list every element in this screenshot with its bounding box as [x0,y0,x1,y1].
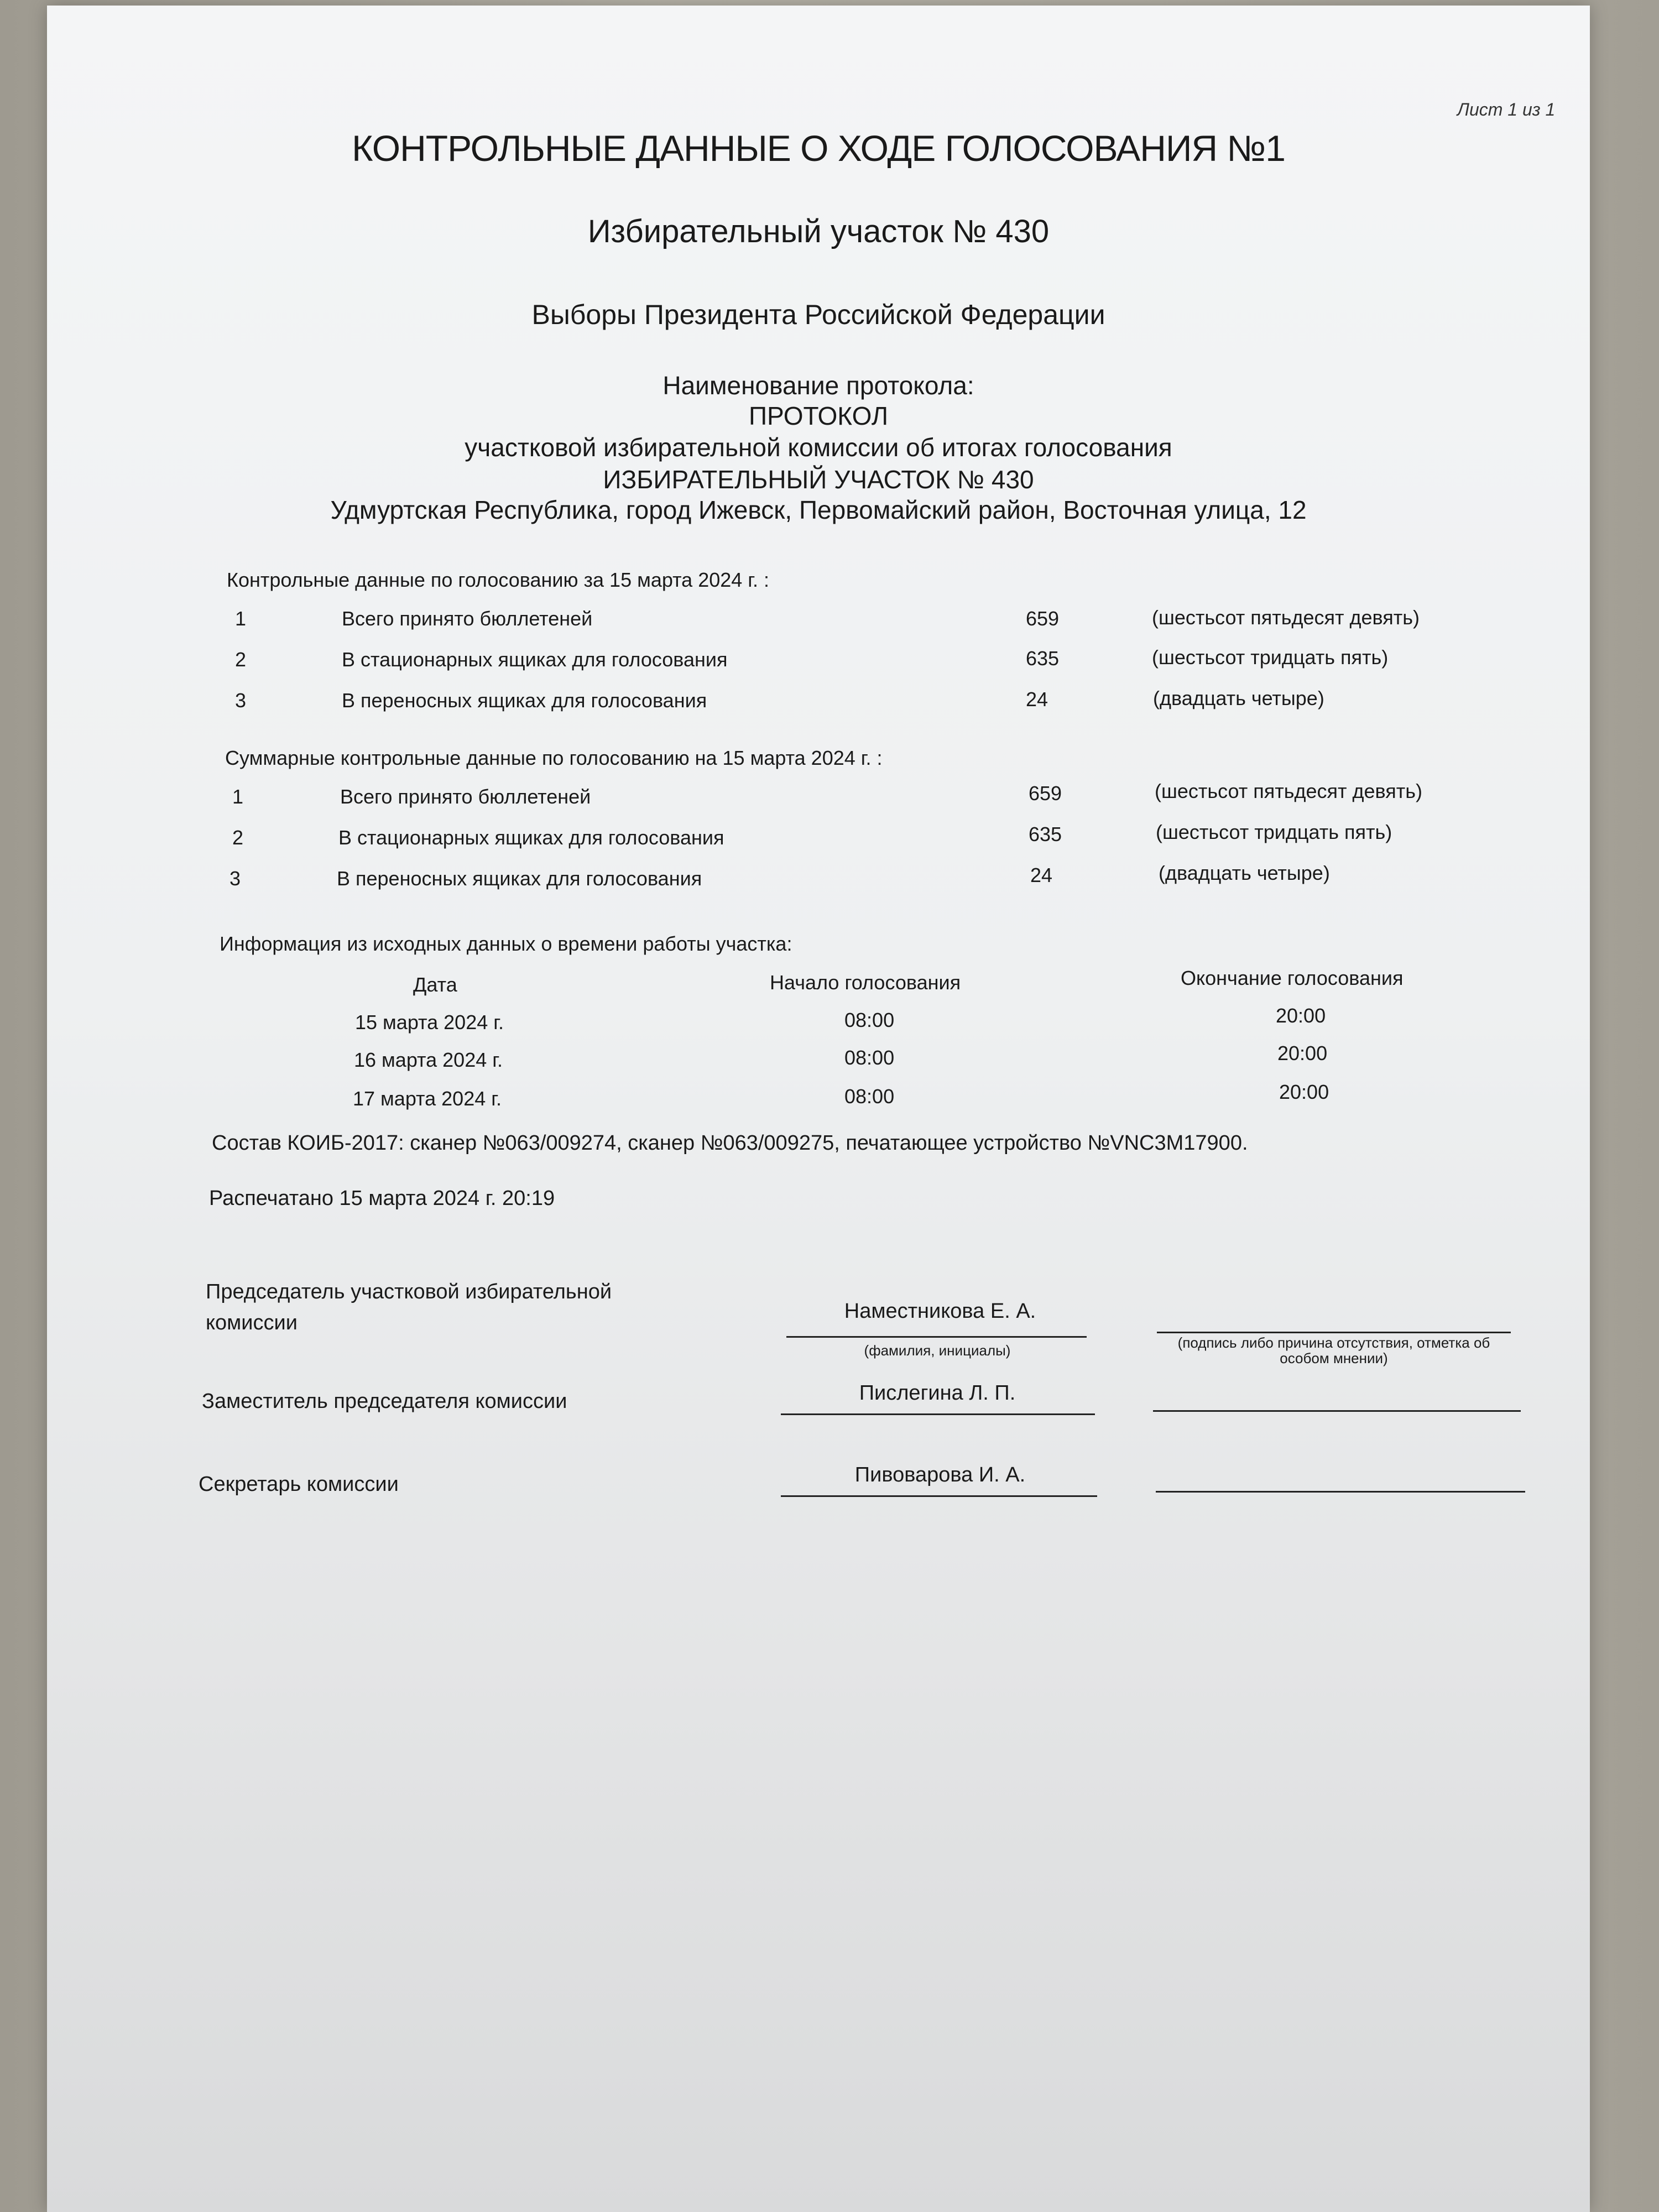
schedule-header-date: Дата [413,973,457,996]
signature-caption: (подпись либо причина отсутствия, отметка об особом мнении) [1177,1334,1490,1366]
schedule-end: 20:00 [1279,1081,1329,1103]
signature-name: Пивоварова И. А. [854,1463,1026,1486]
signature-name: Пислегина Л. П. [859,1381,1016,1405]
document-title: КОНТРОЛЬНЫЕ ДАННЫЕ О ХОДЕ ГОЛОСОВАНИЯ №1 [352,128,1285,169]
signature-role: Председатель участковой избирательной комиссии [206,1280,612,1334]
schedule-header-start: Начало голосования [770,971,961,994]
control-daily-row-words: (двадцать четыре) [1153,687,1324,709]
control-total-row-value: 635 [1029,823,1062,846]
protocol-station: ИЗБИРАТЕЛЬНЫЙ УЧАСТОК № 430 [603,465,1034,494]
signature-role: Заместитель председателя комиссии [202,1390,567,1413]
control-daily-row-label: В стационарных ящиках для голосования [342,648,728,671]
signature-line [1157,1332,1511,1333]
signature-line [1156,1491,1525,1493]
control-total-row-num: 1 [232,785,244,808]
control-daily-row-num: 1 [235,607,247,630]
control-total-row-num: 2 [232,826,244,849]
schedule-date: 17 марта 2024 г. [353,1087,502,1110]
schedule-date: 15 марта 2024 г. [355,1011,504,1034]
schedule-start: 08:00 [844,1046,895,1069]
schedule-date: 16 марта 2024 г. [354,1048,503,1071]
sheet-number: Лист 1 из 1 [1457,100,1556,119]
signature-role: Секретарь комиссии [199,1473,399,1496]
schedule-start: 08:00 [844,1009,895,1031]
control-total-row-label: В стационарных ящиках для голосования [338,826,724,849]
control-total-row-words: (двадцать четыре) [1159,862,1330,884]
polling-station: Избирательный участок № 430 [587,213,1050,249]
station-address: Удмуртская Республика, город Ижевск, Первомайский район, Восточная улица, 12 [330,495,1307,524]
control-total-row-label: Всего принято бюллетеней [340,785,591,808]
control-daily-title: Контрольные данные по голосованию за 15 марта 2024 г. : [227,568,770,591]
name-caption: (фамилия, инициалы) [864,1342,1011,1359]
protocol-heading: ПРОТОКОЛ [748,401,889,430]
schedule-start: 08:00 [844,1085,895,1108]
control-daily-row-value: 24 [1026,688,1048,711]
schedule-end: 20:00 [1277,1042,1328,1065]
control-total-row-label: В переносных ящиках для голосования [337,867,702,890]
printed-timestamp: Распечатано 15 марта 2024 г. 20:19 [209,1187,555,1210]
control-total-row-value: 24 [1030,864,1053,886]
control-daily-row-label: Всего принято бюллетеней [342,607,593,630]
control-total-row-num: 3 [229,867,241,890]
control-total-title: Суммарные контрольные данные по голосованию на 15 марта 2024 г. : [225,747,883,769]
election-name: Выборы Президента Российской Федерации [531,299,1105,330]
control-daily-row-label: В переносных ящиках для голосования [342,689,707,712]
name-line [781,1495,1097,1497]
control-daily-row-words: (шестьсот пятьдесят девять) [1152,606,1420,629]
equipment-note: Состав КОИБ-2017: сканер №063/009274, сканер №063/009275, печатающее устройство №VNC3M17900. [212,1131,1248,1155]
document-sheet [47,6,1590,2212]
name-line [786,1336,1087,1338]
schedule-header-end: Окончание голосования [1181,967,1404,989]
control-daily-row-value: 659 [1026,607,1060,630]
control-daily-row-num: 3 [235,689,247,712]
control-total-row-value: 659 [1029,782,1062,805]
protocol-description: участковой избирательной комиссии об итогах голосования [465,433,1172,462]
signature-name: Наместникова Е. А. [844,1300,1036,1323]
control-total-row-words: (шестьсот пятьдесят девять) [1155,780,1422,802]
control-daily-row-words: (шестьсот тридцать пять) [1152,646,1389,669]
protocol-name-label: Наименование протокола: [662,371,974,400]
schedule-title: Информация из исходных данных о времени работы участка: [220,932,792,955]
control-total-row-words: (шестьсот тридцать пять) [1156,821,1392,843]
schedule-end: 20:00 [1276,1004,1326,1027]
control-daily-row-value: 635 [1026,647,1060,670]
signature-line [1153,1410,1521,1412]
control-daily-row-num: 2 [235,648,247,671]
name-line [781,1413,1095,1415]
